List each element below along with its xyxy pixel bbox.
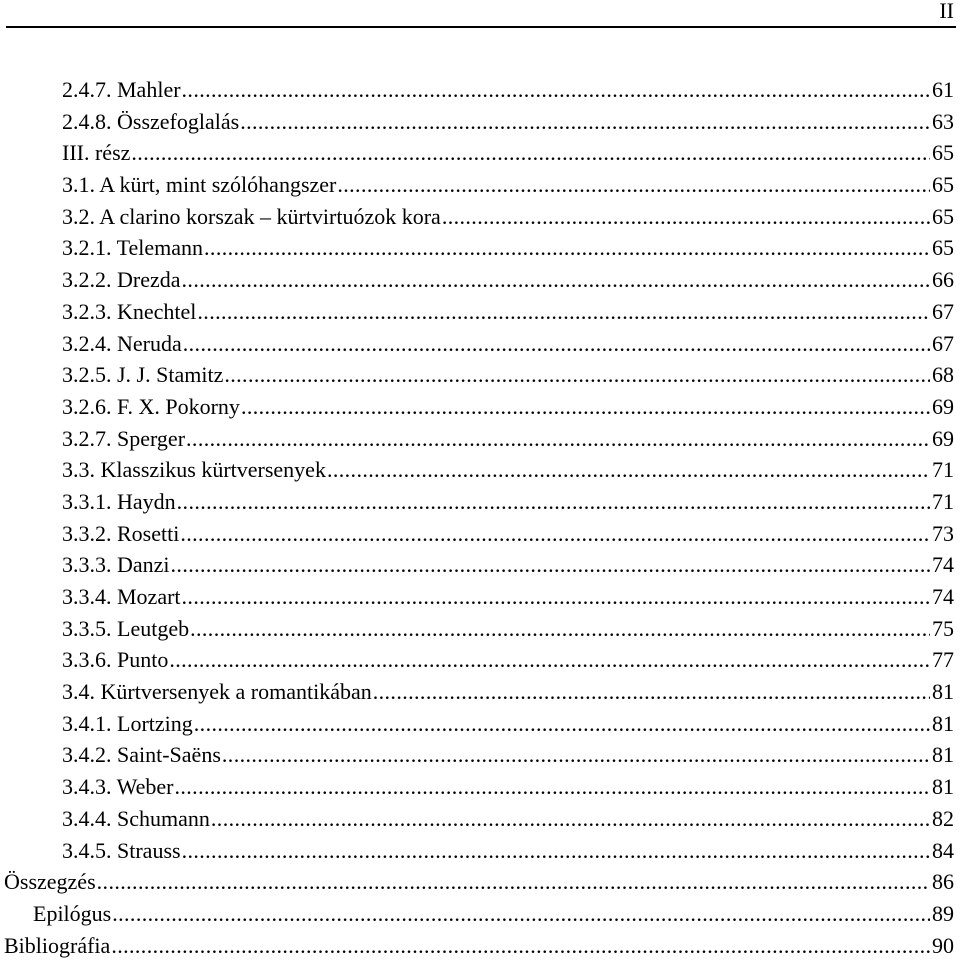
dot-leader [373, 676, 930, 708]
dot-leader [240, 106, 930, 138]
toc-entry-title: 3.1. A kürt, mint szólóhangszer [62, 172, 337, 198]
dot-leader [241, 391, 930, 423]
toc-entry[interactable] [0, 391, 954, 423]
toc-entry-title: 3.4.1. Lortzing [62, 710, 193, 736]
toc-entry-title: 3.2.4. Neruda [62, 330, 182, 356]
toc-entry[interactable] [0, 328, 954, 360]
toc-entry-title: 3.2. A clarino korszak – kürtvirtuózok kora [62, 203, 441, 229]
toc-entry-title: 3.3. Klasszikus kürtversenyek [62, 457, 326, 483]
toc-entry-page: 65 [932, 140, 954, 166]
dot-leader [182, 264, 930, 296]
toc-entry-title: 3.4.5. Strauss [62, 837, 181, 863]
toc-entry-page: 81 [932, 774, 954, 800]
toc-entry[interactable] [0, 708, 954, 740]
toc-entry-title: 3.3.2. Rosetti [62, 520, 180, 546]
toc-entry-title: Bibliográfia [4, 932, 111, 958]
toc-entry-page: 74 [932, 584, 954, 609]
toc-entry-title: 2.4.8. Összefoglalás [62, 108, 240, 134]
toc-entry-title: 3.3.6. Punto [62, 647, 169, 673]
toc-entry[interactable] [0, 264, 954, 296]
toc-entry-page: 74 [932, 552, 954, 578]
table-of-contents [0, 74, 954, 961]
dot-leader [111, 930, 930, 962]
toc-entry[interactable] [0, 169, 954, 201]
toc-entry-page: 69 [932, 393, 954, 419]
toc-entry-page: 71 [932, 488, 954, 514]
toc-entry[interactable] [0, 549, 954, 581]
toc-entry-title: 3.4.4. Schumann [62, 805, 210, 831]
toc-entry-title: 3.2.7. Sperger [62, 425, 186, 451]
dot-leader [224, 359, 930, 391]
toc-entry-page: 81 [932, 710, 954, 736]
toc-entry[interactable] [0, 613, 954, 645]
toc-entry-page: 65 [932, 172, 954, 198]
dot-leader [442, 201, 930, 233]
toc-entry-page: 69 [932, 425, 954, 451]
page-number: II [939, 0, 954, 23]
toc-entry[interactable] [0, 866, 954, 898]
dot-leader [204, 232, 930, 264]
toc-entry[interactable] [0, 296, 954, 328]
dot-leader [182, 835, 930, 867]
toc-entry[interactable] [0, 106, 954, 138]
toc-entry[interactable] [0, 423, 954, 455]
toc-entry[interactable] [0, 359, 954, 391]
toc-entry-page: 68 [932, 362, 954, 388]
toc-entry[interactable] [0, 486, 954, 518]
toc-entry-title: 3.2.6. F. X. Pokorny [62, 393, 240, 419]
toc-entry[interactable] [0, 454, 954, 486]
toc-entry[interactable] [0, 137, 954, 169]
dot-leader [186, 423, 930, 455]
toc-entry-page: 89 [932, 900, 954, 926]
toc-entry-page: 65 [932, 235, 954, 261]
toc-entry[interactable] [0, 771, 954, 803]
toc-entry[interactable] [0, 232, 954, 264]
toc-entry-title: 3.2.2. Drezda [62, 267, 181, 293]
toc-entry-title: 3.2.1. Telemann [62, 235, 204, 261]
toc-entry[interactable] [0, 518, 954, 550]
dot-leader [177, 486, 930, 518]
toc-entry[interactable] [0, 835, 954, 867]
toc-entry-page: 77 [932, 647, 954, 673]
toc-entry[interactable] [0, 898, 954, 930]
dot-leader [211, 803, 930, 835]
toc-entry-page: 75 [932, 615, 954, 641]
dot-leader [97, 866, 930, 898]
dot-leader [327, 454, 930, 486]
dot-leader [190, 613, 930, 645]
dot-leader [222, 739, 930, 771]
dot-leader [174, 771, 930, 803]
toc-entry-title: 3.2.3. Knechtel [62, 298, 197, 324]
toc-entry[interactable] [0, 803, 954, 835]
toc-entry-page: 61 [932, 77, 954, 102]
toc-entry[interactable] [0, 581, 954, 613]
toc-entry[interactable] [0, 201, 954, 233]
dot-leader [171, 549, 930, 581]
toc-entry-page: 67 [932, 298, 954, 324]
toc-entry-page: 67 [932, 330, 954, 356]
dot-leader [131, 137, 930, 169]
toc-entry-title: 3.3.5. Leutgeb [62, 615, 190, 641]
toc-entry-page: 90 [932, 932, 954, 958]
header-rule [6, 26, 956, 28]
toc-entry-page: 63 [932, 108, 954, 134]
dot-leader [337, 169, 930, 201]
toc-entry-page: 81 [932, 679, 954, 705]
toc-entry-page: 71 [932, 457, 954, 483]
toc-entry[interactable] [0, 739, 954, 771]
toc-entry-page: 73 [932, 520, 954, 546]
toc-entry-title: III. rész [62, 140, 131, 166]
toc-entry-page: 81 [932, 742, 954, 768]
dot-leader [112, 898, 930, 930]
toc-entry-title: 3.4.3. Weber [62, 774, 174, 800]
dot-leader [183, 328, 930, 360]
dot-leader [180, 518, 930, 550]
dot-leader [169, 644, 930, 676]
toc-entry-title: 3.3.4. Mozart [62, 584, 181, 609]
toc-entry-page: 84 [932, 837, 954, 863]
dot-leader [182, 581, 930, 613]
toc-entry-title: Epilógus [33, 900, 112, 926]
toc-entry-page: 82 [932, 805, 954, 831]
toc-entry-title: 3.2.5. J. J. Stamitz [62, 362, 224, 388]
toc-entry[interactable] [0, 676, 954, 708]
toc-entry-title: 3.4. Kürtversenyek a romantikában [62, 679, 372, 705]
toc-entry[interactable] [0, 74, 954, 106]
toc-entry-title: 3.4.2. Saint-Saëns [62, 742, 221, 768]
dot-leader [194, 708, 930, 740]
dot-leader [182, 74, 930, 106]
toc-entry-page: 65 [932, 203, 954, 229]
dot-leader [197, 296, 930, 328]
toc-entry[interactable] [0, 644, 954, 676]
toc-entry-title: 2.4.7. Mahler [62, 77, 181, 102]
toc-entry-page: 66 [932, 267, 954, 293]
toc-entry-page: 86 [932, 869, 954, 895]
toc-entry-title: Összegzés [4, 869, 96, 895]
toc-entry-title: 3.3.1. Haydn [62, 488, 176, 514]
toc-entry[interactable] [0, 930, 954, 962]
toc-entry-title: 3.3.3. Danzi [62, 552, 170, 578]
